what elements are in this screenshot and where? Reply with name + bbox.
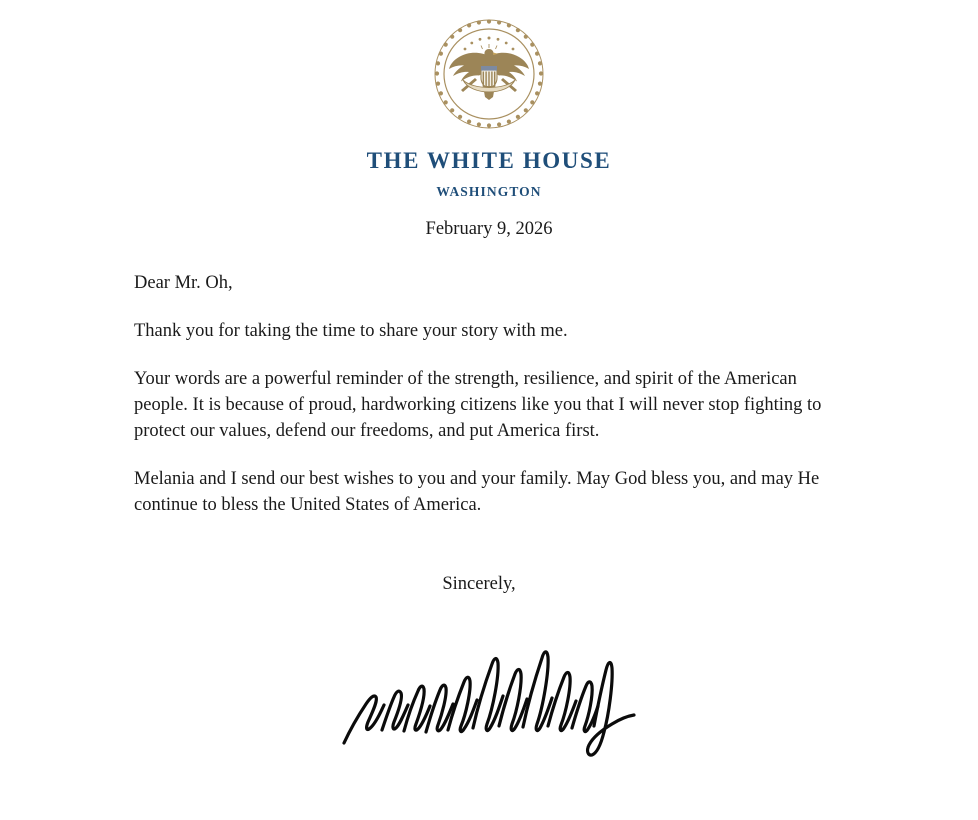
body-paragraph-1: Thank you for taking the time to share your story with me. [134,321,568,341]
presidential-seal-icon [433,18,545,130]
letter-body [134,270,846,518]
salutation: Dear Mr. Oh, [134,273,233,293]
handwritten-signature-icon [330,598,650,758]
body-paragraph-3: Melania and I send our best wishes to you and your family. May God bless you, and may He continue to bless the United States of America. [134,469,820,515]
closing-text: Sincerely, [442,574,516,594]
letterhead-subtitle: WASHINGTON [436,184,542,200]
letter-date: February 9, 2026 [425,219,553,239]
closing-line [0,574,978,595]
body-paragraph-2: Your words are a powerful reminder of the strength, resilience, and spirit of the American people. It is because of proud, hardworking citizens like you that I will never stop fighting to protect our values, defend our freedoms, and put America first. [134,369,822,441]
letterhead-title: THE WHITE HOUSE [366,148,612,173]
letterhead [0,148,978,200]
seal-container [0,18,978,135]
